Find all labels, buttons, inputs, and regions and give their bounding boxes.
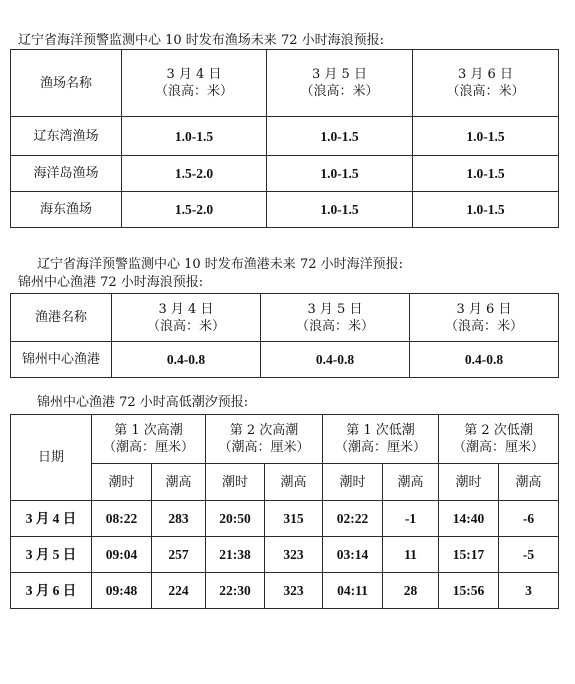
table-cell: 1.5-2.0 <box>122 156 267 192</box>
header-date: 3 月 4 日 <box>158 301 214 317</box>
tide-caption: 锦州中心渔港 72 小时高低潮汐预报: <box>37 395 249 410</box>
jinzhou-port-caption: 锦州中心渔港 72 小时海浪预报: <box>18 275 204 290</box>
subheader-time: 潮时 <box>439 464 499 501</box>
table-cell: 323 <box>265 537 323 573</box>
column-header <box>267 50 413 117</box>
header-unit: （浪高：米） <box>146 318 225 334</box>
table-row <box>11 501 559 537</box>
group-title: 第 2 次低潮 <box>464 423 533 438</box>
fishing-ground-caption: 辽宁省海洋预警监测中心 10 时发布渔场未来 72 小时海浪预报: <box>18 33 384 48</box>
row-label: 海洋岛渔场 <box>11 156 122 192</box>
subheader-height: 潮高 <box>383 464 439 501</box>
subheader-height: 潮高 <box>265 464 323 501</box>
table-subheader-row <box>11 464 559 501</box>
group-title: 第 2 次高潮 <box>229 423 299 438</box>
header-date: 3 月 5 日 <box>307 301 363 317</box>
table-cell: 257 <box>152 537 206 573</box>
table-cell: 0.4-0.8 <box>410 342 559 378</box>
subheader-time: 潮时 <box>323 464 383 501</box>
table-cell: 0.4-0.8 <box>112 342 261 378</box>
table-cell: 3 <box>499 573 559 609</box>
group-unit: （潮高：厘米） <box>218 440 310 455</box>
header-date: 3 月 6 日 <box>458 67 513 82</box>
group-title: 第 1 次低潮 <box>346 423 415 438</box>
column-header: 渔场名称 <box>11 50 122 117</box>
fishing-port-wave-table <box>10 293 559 378</box>
tide-forecast-table <box>10 414 559 609</box>
column-header <box>122 50 267 117</box>
table-cell: 1.0-1.5 <box>413 192 559 228</box>
group-unit: （潮高：厘米） <box>335 440 427 455</box>
group-header <box>323 415 439 464</box>
row-label: 锦州中心渔港 <box>11 342 112 378</box>
group-unit: （潮高：厘米） <box>453 440 545 455</box>
table-cell: 1.0-1.5 <box>267 192 413 228</box>
row-date: 3 月 6 日 <box>11 573 92 609</box>
table-header-row <box>11 294 559 342</box>
header-date: 3 月 6 日 <box>456 301 512 317</box>
table-row <box>11 117 559 156</box>
table-cell: 02:22 <box>323 501 383 537</box>
group-unit: （潮高：厘米） <box>103 440 195 455</box>
table-cell: 09:04 <box>92 537 152 573</box>
header-date: 3 月 5 日 <box>312 67 367 82</box>
table-row <box>11 192 559 228</box>
column-header: 渔港名称 <box>11 294 112 342</box>
table-cell: 0.4-0.8 <box>261 342 410 378</box>
table-cell: 28 <box>383 573 439 609</box>
table-cell: 1.0-1.5 <box>122 117 267 156</box>
header-unit: （浪高：米） <box>154 84 233 99</box>
column-header <box>410 294 559 342</box>
header-unit: （浪高：米） <box>446 84 525 99</box>
table-cell: 1.0-1.5 <box>413 156 559 192</box>
table-header-row <box>11 50 559 117</box>
group-header <box>206 415 323 464</box>
group-header <box>439 415 559 464</box>
table-cell: 14:40 <box>439 501 499 537</box>
table-cell: 323 <box>265 573 323 609</box>
table-row <box>11 156 559 192</box>
table-cell: 15:56 <box>439 573 499 609</box>
table-row <box>11 573 559 609</box>
row-date: 3 月 5 日 <box>11 537 92 573</box>
group-title: 第 1 次高潮 <box>114 423 183 438</box>
table-cell: 04:11 <box>323 573 383 609</box>
header-date: 3 月 4 日 <box>166 67 222 82</box>
table-row <box>11 342 559 378</box>
table-cell: -1 <box>383 501 439 537</box>
fishing-ground-wave-table <box>10 49 559 228</box>
subheader-height: 潮高 <box>152 464 206 501</box>
table-cell: 1.0-1.5 <box>413 117 559 156</box>
header-unit: （浪高：米） <box>300 84 379 99</box>
subheader-time: 潮时 <box>92 464 152 501</box>
table-cell: 224 <box>152 573 206 609</box>
table-cell: 09:48 <box>92 573 152 609</box>
table-cell: 15:17 <box>439 537 499 573</box>
column-header <box>261 294 410 342</box>
table-cell: 22:30 <box>206 573 265 609</box>
group-header <box>92 415 206 464</box>
subheader-height: 潮高 <box>499 464 559 501</box>
row-label: 辽东湾渔场 <box>11 117 122 156</box>
header-unit: （浪高：米） <box>295 318 374 334</box>
row-label: 海东渔场 <box>11 192 122 228</box>
table-cell: 08:22 <box>92 501 152 537</box>
table-cell: 03:14 <box>323 537 383 573</box>
column-header <box>112 294 261 342</box>
table-cell: 1.0-1.5 <box>267 156 413 192</box>
table-cell: 20:50 <box>206 501 265 537</box>
fishing-port-caption: 辽宁省海洋预警监测中心 10 时发布渔港未来 72 小时海洋预报: <box>37 257 403 272</box>
table-cell: 11 <box>383 537 439 573</box>
table-cell: 283 <box>152 501 206 537</box>
table-cell: 1.0-1.5 <box>267 117 413 156</box>
table-cell: 315 <box>265 501 323 537</box>
table-row <box>11 537 559 573</box>
table-cell: -6 <box>499 501 559 537</box>
header-unit: （浪高：米） <box>444 318 523 334</box>
table-cell: -5 <box>499 537 559 573</box>
table-cell: 1.5-2.0 <box>122 192 267 228</box>
table-cell: 21:38 <box>206 537 265 573</box>
column-header-date: 日期 <box>11 415 92 501</box>
row-date: 3 月 4 日 <box>11 501 92 537</box>
subheader-time: 潮时 <box>206 464 265 501</box>
table-header-row <box>11 415 559 464</box>
column-header <box>413 50 559 117</box>
